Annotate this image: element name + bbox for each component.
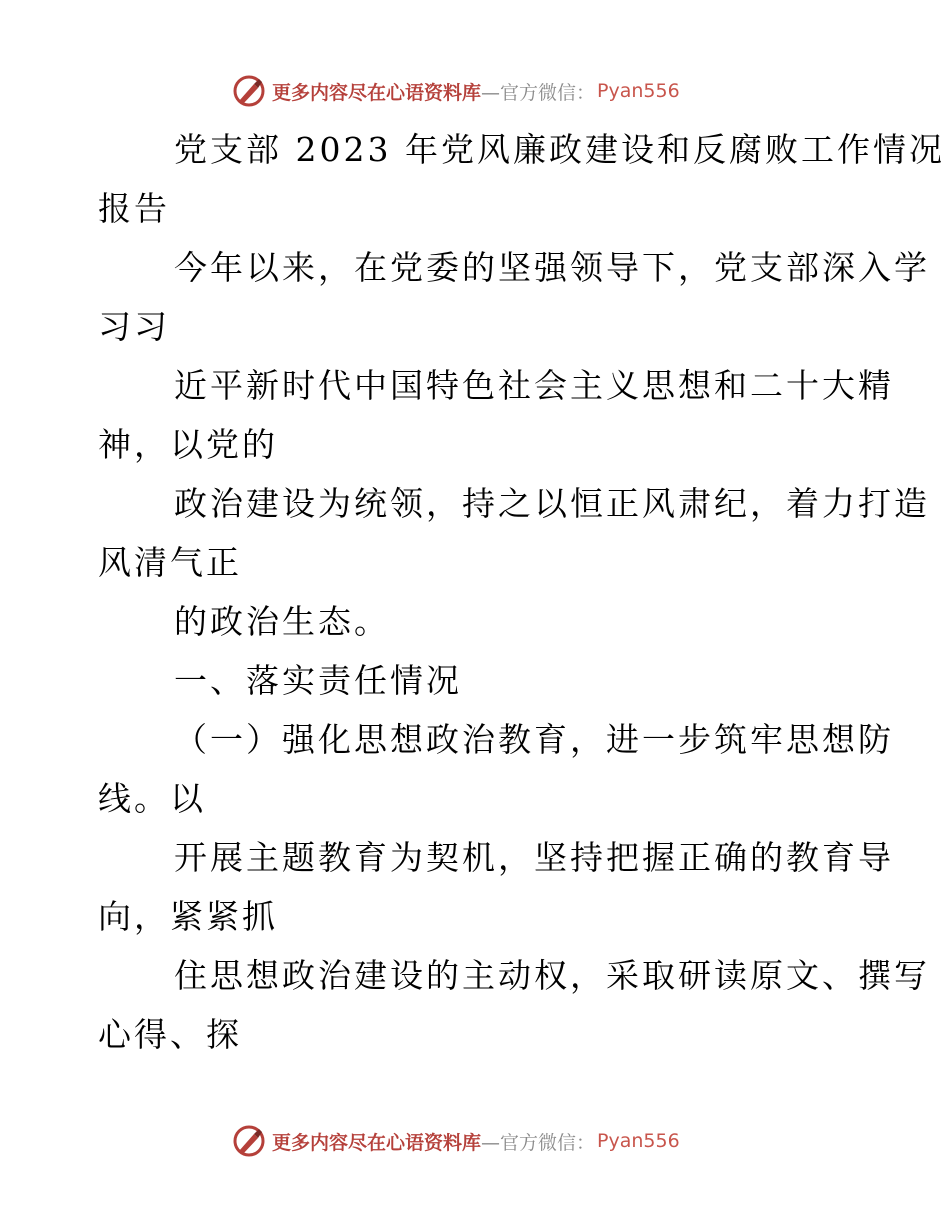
watermark-brand: 更多内容尽在心语资料库 — [272, 1131, 482, 1154]
doc-line: 心得、探 — [98, 1015, 242, 1054]
section-heading: 一、落实责任情况 — [174, 661, 462, 700]
doc-line: 的政治生态。 — [174, 602, 390, 641]
doc-line: 线。以 — [98, 779, 206, 818]
pen-logo-icon — [232, 74, 266, 108]
doc-line: 神，以党的 — [98, 425, 278, 464]
watermark-separator: —官方微信： — [481, 1131, 596, 1154]
doc-line: 政治建设为统领，持之以恒正风肃纪，着力打造 — [174, 484, 930, 523]
document-body — [98, 120, 945, 1064]
doc-line: 习习 — [98, 307, 170, 346]
watermark-wechat-id: Pyan556 — [597, 1130, 680, 1152]
doc-line: 今年以来，在党委的坚强领导下，党支部深入学 — [174, 248, 930, 287]
doc-line: 向，紧紧抓 — [98, 897, 278, 936]
pen-logo-icon — [232, 1124, 266, 1158]
doc-line: 报告 — [98, 189, 170, 228]
doc-line: 近平新时代中国特色社会主义思想和二十大精 — [174, 366, 894, 405]
doc-line: 住思想政治建设的主动权，采取研读原文、撰写 — [174, 956, 930, 995]
header-watermark — [232, 74, 680, 108]
subsection-heading: （一）强化思想政治教育，进一步筑牢思想防 — [174, 720, 894, 759]
watermark-brand: 更多内容尽在心语资料库 — [272, 81, 482, 104]
watermark-separator: —官方微信： — [481, 81, 596, 104]
doc-line: 党支部 2023 年党风廉政建设和反腐败工作情况 — [174, 130, 945, 169]
footer-watermark — [232, 1124, 680, 1158]
doc-line: 风清气正 — [98, 543, 242, 582]
watermark-wechat-id: Pyan556 — [597, 80, 680, 102]
doc-line: 开展主题教育为契机，坚持把握正确的教育导 — [174, 838, 894, 877]
